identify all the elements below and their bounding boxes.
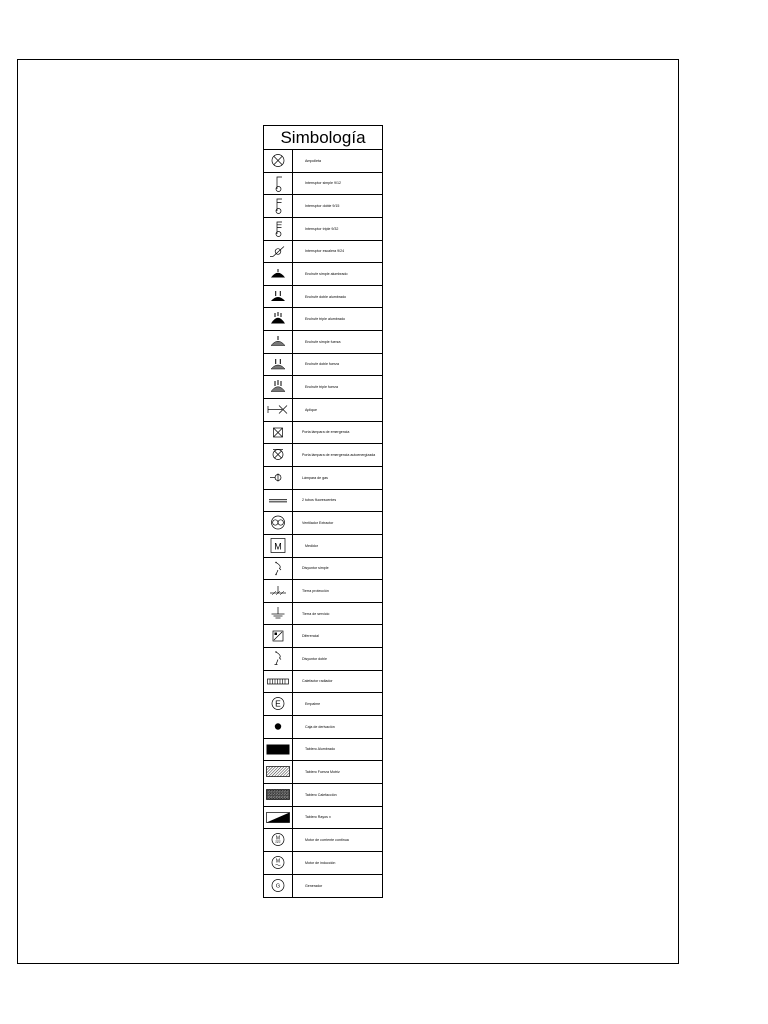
double-switch-icon bbox=[264, 195, 292, 216]
symbol-label: Medidor bbox=[305, 543, 318, 548]
legend-row bbox=[264, 671, 382, 694]
legend-row bbox=[264, 150, 382, 173]
symbol-letter: M bbox=[275, 858, 281, 865]
xray-panel-icon bbox=[264, 807, 292, 828]
legend-row bbox=[264, 784, 382, 807]
symbol-cell bbox=[264, 739, 293, 761]
symbol-label: Caja de derivación bbox=[305, 724, 335, 729]
symbol-label: Ventilador Extractor bbox=[302, 520, 334, 525]
legend-row bbox=[264, 829, 382, 852]
outlet-triple-lighting-icon bbox=[264, 308, 292, 329]
outlet-double-power-icon bbox=[264, 354, 292, 375]
legend-row bbox=[264, 580, 382, 603]
legend-row bbox=[264, 558, 382, 581]
outlet-double-lighting-icon bbox=[264, 286, 292, 307]
legend-row bbox=[264, 852, 382, 875]
heating-panel-icon bbox=[264, 784, 292, 805]
symbol-cell bbox=[264, 331, 293, 353]
symbol-label: Tierra de servicio bbox=[302, 611, 330, 616]
dc-motor-icon bbox=[264, 829, 292, 850]
symbol-label: 2 tubos fluorescentes bbox=[302, 498, 337, 503]
symbol-label: Interruptor triple 9/32 bbox=[305, 226, 339, 231]
legend-row bbox=[264, 716, 382, 739]
symbol-cell bbox=[264, 308, 293, 330]
symbol-label: Aplique bbox=[305, 407, 317, 412]
outlet-single-lighting-icon bbox=[264, 263, 292, 284]
symbol-cell bbox=[264, 625, 293, 647]
legend-row bbox=[264, 286, 382, 309]
symbol-cell bbox=[264, 195, 293, 217]
symbol-label: Enchufe simple fuerza bbox=[305, 339, 341, 344]
symbol-cell bbox=[264, 603, 293, 625]
legend-row bbox=[264, 331, 382, 354]
symbol-label: Interruptor doble 9/15 bbox=[305, 204, 340, 208]
symbol-cell bbox=[264, 693, 293, 715]
power-panel-icon bbox=[264, 761, 292, 782]
symbol-label: Interruptor escalera 9/24 bbox=[305, 249, 345, 254]
symbol-cell bbox=[264, 490, 293, 512]
symbol-label: Enchufe doble alumbrado bbox=[305, 294, 346, 299]
differential-switch-icon bbox=[264, 625, 292, 646]
legend-row bbox=[264, 241, 382, 264]
symbol-cell bbox=[264, 875, 293, 898]
symbol-cell bbox=[264, 852, 293, 874]
exhaust-fan-icon bbox=[264, 512, 292, 533]
self-powered-emergency-lamp-icon bbox=[264, 444, 292, 465]
legend-row bbox=[264, 354, 382, 377]
symbol-label: Empalme bbox=[305, 702, 321, 707]
symbol-label: Motor de corriente continua bbox=[305, 837, 349, 842]
service-ground-icon bbox=[264, 603, 292, 624]
legend-row bbox=[264, 490, 382, 513]
legend-row bbox=[264, 376, 382, 399]
symbol-cell bbox=[264, 716, 293, 738]
symbol-cell bbox=[264, 807, 293, 829]
junction-box-icon bbox=[264, 716, 292, 737]
legend-title: Simbología bbox=[264, 126, 382, 150]
legend-row bbox=[264, 195, 382, 218]
legend-row bbox=[264, 422, 382, 445]
symbol-cell bbox=[264, 150, 293, 172]
radiator-heater-icon bbox=[264, 671, 292, 692]
symbol-label: Tablero Fuerza Motriz bbox=[305, 770, 340, 775]
symbol-cell bbox=[264, 422, 293, 444]
symbol-label: Ampolleta bbox=[305, 158, 321, 163]
legend-row bbox=[264, 535, 382, 558]
symbol-letter: M bbox=[275, 835, 281, 842]
generator-icon bbox=[264, 875, 292, 896]
symbol-label: Enchufe triple fuerza bbox=[305, 385, 338, 390]
symbol-cell bbox=[264, 376, 293, 398]
symbol-label: Calefactor radiador bbox=[302, 679, 333, 684]
symbol-label: Generador bbox=[305, 883, 323, 888]
symbol-label: Tablero Calefacción bbox=[305, 792, 337, 797]
legend-row bbox=[264, 263, 382, 286]
symbol-cell bbox=[264, 648, 293, 670]
symbol-label: Tablero Alumbrado bbox=[305, 747, 335, 752]
symbol-letter: E bbox=[275, 699, 281, 710]
symbol-label: Enchufe triple alumbrado bbox=[305, 317, 345, 322]
wall-lamp-icon bbox=[264, 399, 292, 420]
symbol-cell bbox=[264, 399, 293, 421]
symbol-cell bbox=[264, 580, 293, 602]
symbol-cell bbox=[264, 467, 293, 489]
symbol-label: Diferencial bbox=[302, 634, 319, 639]
legend-row bbox=[264, 399, 382, 422]
symbol-label: Porta lámpara de emergencia autoenergizada bbox=[302, 453, 376, 458]
induction-motor-icon bbox=[264, 852, 292, 873]
symbol-label: Interruptor simple 9/12 bbox=[305, 181, 341, 186]
legend-rows bbox=[264, 150, 382, 897]
legend-row bbox=[264, 625, 382, 648]
legend-row bbox=[264, 603, 382, 626]
outlet-single-power-icon bbox=[264, 331, 292, 352]
legend-row bbox=[264, 218, 382, 241]
legend-row bbox=[264, 173, 382, 196]
symbol-label: Enchufe simple alumbrado bbox=[305, 271, 348, 276]
fluorescent-tubes-icon bbox=[264, 490, 292, 511]
emergency-lamp-icon bbox=[264, 422, 292, 443]
stair-switch-icon bbox=[264, 241, 292, 262]
lamp-cross-circle-icon bbox=[264, 150, 292, 171]
circuit-breaker-icon bbox=[264, 558, 292, 579]
symbol-label: Porta lámpara de emergencia bbox=[302, 430, 350, 435]
symbol-cell bbox=[264, 444, 293, 466]
symbol-cell bbox=[264, 354, 293, 376]
symbol-legend-table bbox=[263, 125, 383, 898]
protective-earth-icon bbox=[264, 580, 292, 601]
legend-row bbox=[264, 875, 382, 898]
symbol-label: Tierra protección bbox=[302, 588, 329, 593]
triple-switch-icon bbox=[264, 218, 292, 239]
symbol-cell bbox=[264, 671, 293, 693]
legend-row bbox=[264, 467, 382, 490]
legend-row bbox=[264, 648, 382, 671]
symbol-cell bbox=[264, 218, 293, 240]
meter-icon bbox=[264, 535, 292, 556]
symbol-cell bbox=[264, 829, 293, 851]
symbol-label: Disyuntor doble bbox=[302, 656, 327, 661]
legend-row bbox=[264, 739, 382, 762]
legend-row bbox=[264, 693, 382, 716]
legend-row bbox=[264, 308, 382, 331]
legend-row bbox=[264, 444, 382, 467]
legend-row bbox=[264, 807, 382, 830]
symbol-cell bbox=[264, 761, 293, 783]
symbol-cell bbox=[264, 286, 293, 308]
outlet-triple-power-icon bbox=[264, 376, 292, 397]
symbol-cell bbox=[264, 512, 293, 534]
symbol-cell bbox=[264, 263, 293, 285]
symbol-label: Tablero Rayos x bbox=[305, 815, 331, 820]
symbol-cell bbox=[264, 535, 293, 557]
symbol-cell bbox=[264, 558, 293, 580]
symbol-label: Motor de inducción bbox=[305, 860, 336, 865]
single-switch-icon bbox=[264, 173, 292, 194]
symbol-label: Disyuntor simple bbox=[302, 566, 329, 571]
lighting-panel-icon bbox=[264, 739, 292, 760]
splice-icon bbox=[264, 693, 292, 714]
legend-row bbox=[264, 761, 382, 784]
symbol-cell bbox=[264, 241, 293, 263]
symbol-cell bbox=[264, 784, 293, 806]
legend-row bbox=[264, 512, 382, 535]
double-breaker-icon bbox=[264, 648, 292, 669]
symbol-label: Lámpara de gas bbox=[302, 475, 328, 480]
symbol-cell bbox=[264, 173, 293, 195]
gas-lamp-icon bbox=[264, 467, 292, 488]
symbol-letter: G bbox=[275, 882, 281, 889]
symbol-label: Enchufe doble fuerza bbox=[305, 362, 339, 367]
symbol-letter: M bbox=[274, 541, 282, 552]
